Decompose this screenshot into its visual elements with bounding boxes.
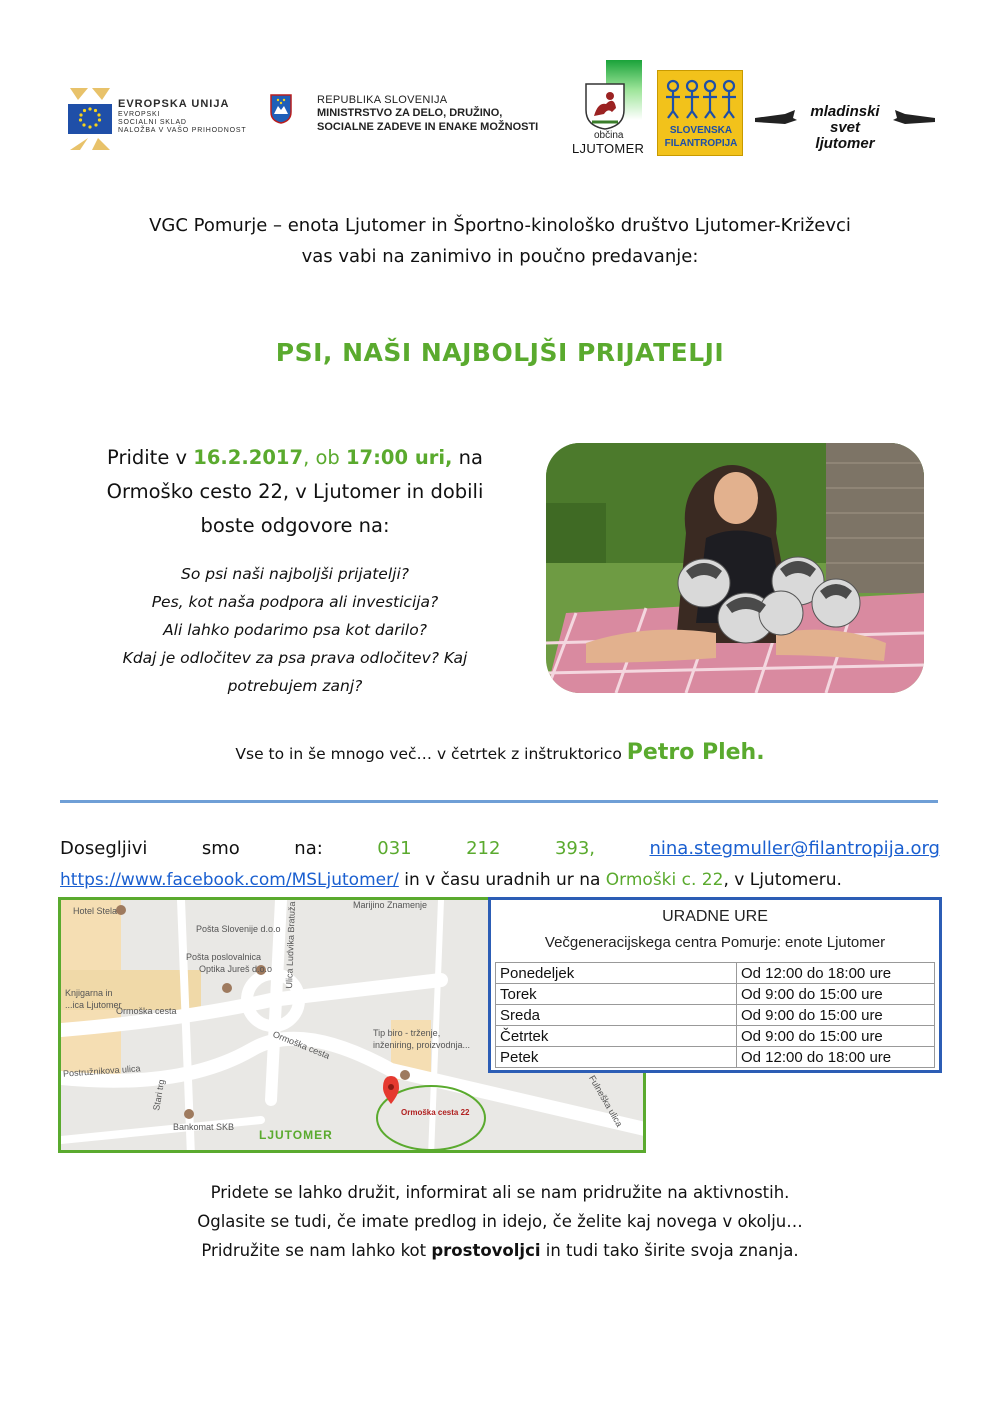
question-item: Kdaj je odločitev za psa prava odločitev? Kaj [122,649,468,667]
ministry-line3: SOCIALNE ZADEVE IN ENAKE MOŽNOSTI [317,120,539,133]
map-label-street4: Ulica Ludvika Bratuža [284,901,298,989]
map-label-street6: Fulneška ulica [587,1073,625,1129]
hours-grid [495,962,935,1068]
time-cell: Od 9:00 do 15:00 ure [737,984,935,1005]
event-details [60,441,530,543]
contact-word2: smo [201,838,240,859]
event-date: 16.2.2017 [193,446,304,469]
municipality-line2: LJUTOMER [572,141,645,156]
table-row [496,963,935,984]
footer-line1: Pridete se lahko družit, informirat ali se nam pridružite na aktivnostih. [210,1183,790,1202]
details-pre: Pridite v [107,446,188,469]
girl-with-puppies-photo [546,443,924,693]
map-label-street5: Starі trg [151,1078,167,1112]
eu-flag-icon [68,86,112,152]
municipality-line1: občina [594,130,624,141]
closing-dot: . [756,740,765,765]
day-cell: Ponedeljek [496,963,737,984]
footer-line3-pre: Pridružite se nam lahko kot [201,1241,432,1260]
map-label-optika: Optika Jureš d.o.o [199,964,273,974]
day-cell: Sreda [496,1005,737,1026]
footer-line2: Oglasite se tudi, če imate predlog in idejo, če želite kaj novega v okolju… [197,1212,803,1231]
filantropija-logo [657,70,743,156]
day-cell: Četrtek [496,1026,737,1047]
details-line2: Ormoško cesto 22, v Ljutomer in dobili [106,480,484,503]
eu-logo-line1: EVROPSKA UNIJA [118,98,230,110]
day-cell: Torek [496,984,737,1005]
map-label-street3: Postružnikova ulica [62,1063,141,1079]
divider [60,800,938,803]
phone-part3: 393, [554,838,596,859]
contact-line2 [60,870,940,890]
footer-text [0,1178,1000,1265]
event-title: PSI, NAŠI NAJBOLJŠI PRIJATELJI [275,338,725,367]
intro [40,210,960,272]
phone-part1: 031 [377,838,412,859]
map-label-tip2: inženiring, proizvodnja... [373,1040,471,1050]
map-label-tip: Tip biro - trženje, [373,1028,441,1038]
filantropija-line1: SLOVENSKA [669,125,733,136]
eu-logo-line4: NALOŽBA V VAŠO PRIHODNOST [118,127,247,135]
facebook-link[interactable]: https://www.facebook.com/MSLjutomer/ [60,870,399,890]
map-label-post: Pošta Slovenije d.o.o [196,924,281,934]
closing-text: Vse to in še mnogo več… v četrtek z inštruktorico [235,745,622,763]
time-cell: Od 9:00 do 15:00 ure [737,1026,935,1047]
email-link[interactable]: nina.stegmuller@filantropija.org [649,838,940,859]
intro-line2: vas vabi na zanimivo in poučno predavanje: [301,246,699,267]
office-hours-table [488,897,942,1073]
filantropija-line2: FILANTROPIJA [664,138,738,149]
people-icon [664,77,738,119]
intro-line1: VGC Pomurje – enota Ljutomer in Športno-kinološko društvo Ljutomer-Križevci [149,215,851,236]
table-row [496,984,935,1005]
time-cell: Od 12:00 do 18:00 ure [737,1047,935,1068]
instructor-name: Petro Pleh [626,740,757,765]
details-post: na [458,446,483,469]
map-label-books2: ...ica Ljutomer [65,1000,122,1010]
map-label-books: Knjigarna in [65,988,113,998]
table-row [496,1026,935,1047]
eu-logo [68,86,268,152]
questions-list [60,560,530,700]
time-cell: Od 12:00 do 18:00 ure [737,963,935,984]
map-label-hotel: Hotel Stela [73,906,118,916]
map-label-church: Marijino Znamenje [353,900,428,910]
details-line3: boste odgovore na: [200,514,390,537]
footer-volunteers: prostovoljci [431,1241,541,1260]
youth-council-line1: mladinski svet [810,103,880,136]
footer-line3-post: in tudi tako širite svoja znanja. [540,1241,799,1260]
question-item: potrebujem zanj? [227,677,363,695]
question-item: So psi naši najboljši prijatelji? [181,565,409,583]
phone-part2: 212 [466,838,501,859]
question-item: Pes, kot naša podpora ali investicija? [151,593,439,611]
contact-word3: na: [294,838,323,859]
hours-title: URADNE URE [662,908,768,925]
time-cell: Od 9:00 do 15:00 ure [737,1005,935,1026]
ministry-logo [270,92,560,142]
office-address: Ormoški c. 22 [605,870,724,890]
event-time: 17:00 uri, [345,446,453,469]
map-label-bank: Bankomat SKB [173,1122,235,1132]
ministry-line1: REPUBLIKA SLOVENIJA [317,94,448,106]
contact-end: , v Ljutomeru. [723,870,842,890]
ministry-line2: MINISTRSTVO ZA DELO, DRUŽINO, [317,107,503,120]
map-label-street2: Ormoška cesta [271,1029,332,1061]
contact-word1: Dosegljivi [60,838,148,859]
table-row [496,1047,935,1068]
closing-line [0,740,1000,765]
map-town-label: LJUTOMER [259,1128,333,1142]
contact-mid: in v času uradnih ur na [398,870,606,890]
details-mid: , ob [303,446,340,469]
question-item: Ali lahko podarimo psa kot darilo? [163,621,427,639]
eu-logo-line2: EVROPSKI [118,110,161,118]
ljutomer-crest-icon [584,82,626,130]
slovenia-coat-of-arms-icon [270,94,292,124]
day-cell: Petek [496,1047,737,1068]
map-marker-label: Ormoška cesta 22 [401,1108,470,1117]
map-label-street1: Ormoška cesta [116,1006,177,1016]
youth-council-logo [755,103,935,152]
map-label-branch: Pošta poslovalnica [186,952,262,962]
eu-logo-line3: SOCIALNI SKLAD [118,119,187,127]
contact-line [60,838,940,859]
youth-council-line2: ljutomer [815,134,875,152]
hours-subtitle: Večgeneracijskega centra Pomurje: enote Ljutomer [544,934,886,951]
table-row [496,1005,935,1026]
